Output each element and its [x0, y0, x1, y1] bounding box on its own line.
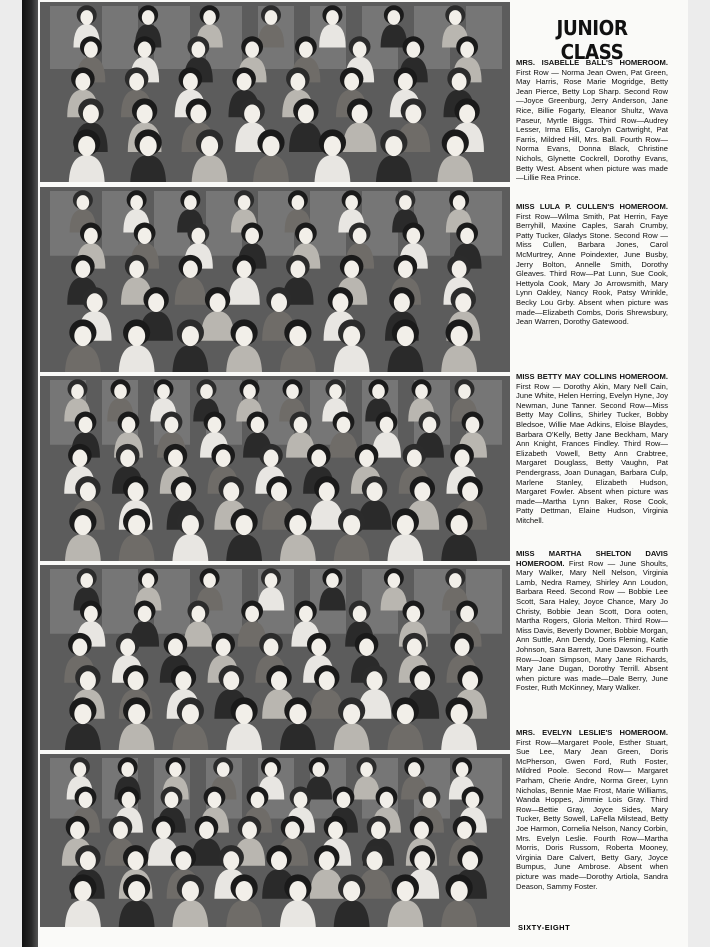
homeroom-roster: First Row — Dorothy Akin, Mary Nell Cain, June White, Helen Herring, Evelyn Hyne, Joy Newman, June Tanner. Second Row—Miss Betty May Collins, Shirley Tucker, Bobby Bledsoe, Willie Mae Adkins, Eloise Blaydes, Barbara O'Kelly, Betty Jane Beckham, Mary Ann Knight, Frances Findley. Third Row—Elizabeth Vowell, Betty Ann Crabtree, Margaret Douglass, Betty Vaughn, Pat Pendergrass, Joan Dunagan, Barbara Culp, Marlene Stanley, Elizabeth Hudson, Margaret Fowler. Absent when picture was made—Martha Lynn Baker, Rose Cook, Patty Dettman, Elaine Hudson, Virginia Mitchell. [516, 381, 668, 525]
homeroom-roster: First Row—Margaret Poole, Esther Stuart, Sue Lee, Mary Jean Green, Doris McPherson, Gwen Ford, Ruth Foster, Mildred Poole. Second Row— Margaret Parham, Cherie Andre, Norma Greer, Lynn Nicholas, Bennie Mae Frost, Marie Williams, Wanda Hoppes, Jimmie Lois Gray. Third Row—Bettie Gray, Joyce Sides, Mary Tucker, Betty Sowell, LaFella Milstead, Betty Joe Harmon, Cornelia Nelson, Nancy Corbin, Mrs. Evelyn Leslie. Fourth Row—Martha Morris, Doris Russom, Roberta Mooney, Virginia Dare Calvert, Betty Gary, Joyce Bumpus, June Ambrose. Absent when picture was made—Dorothy Artiola, Sandra Deason, Sammy Foster. [516, 737, 668, 891]
homeroom-photo-3 [40, 376, 510, 561]
group-photo-art [40, 754, 510, 927]
homeroom-caption [516, 202, 668, 327]
homeroom-teacher: MISS BETTY MAY COLLINS HOMEROOM. [516, 372, 668, 381]
group-photo-art [40, 565, 510, 750]
homeroom-caption [516, 372, 668, 526]
homeroom-roster: First Row — June Shoults, Mary Walker, Mary Nell Nelson, Virginia Lamb, Nedra Ramey, Shirley Ann Loudon, Barbara Reed. Second Row — Bobbie Lee Scott, Sara Haley, Joyce Chance, Mary Jo Christy, Bobbie Jean Scott, Dora ooten, Martha Rogers, Gloria Melton. Third Row—Miss Davis, Beverly Downer, Bobbie Morgan, Ann Suttle, Ann Dendy, Doris Fleming, Katie Johnson, Sara Barrett, June Dawson. Fourth Row—Joan Simpson, Mary Jane Richards, Mary Jane Dugan, Dorothy Terrill. Absent when picture was made—Dale Berry, June Foster, Ruth McKinney, Mary Walker. [516, 558, 668, 693]
page-title: JUNIOR CLASS [556, 16, 628, 64]
homeroom-teacher: MISS LULA P. CULLEN'S HOMEROOM. [516, 202, 668, 211]
page-number: SIXTY-EIGHT [518, 923, 571, 932]
homeroom-caption [516, 549, 668, 693]
group-photo-art [40, 187, 510, 372]
page-binding [22, 0, 38, 947]
homeroom-caption [516, 728, 668, 891]
homeroom-caption [516, 58, 668, 183]
homeroom-photo-4 [40, 565, 510, 750]
homeroom-teacher: MISS MARTHA SHELTON DAVIS HOMEROOM. [516, 549, 668, 568]
text-column [516, 16, 668, 891]
homeroom-photo-2 [40, 187, 510, 372]
homeroom-photo-1 [40, 2, 510, 182]
homeroom-photo-5 [40, 754, 510, 927]
homeroom-roster: First Row — Norma Jean Owen, Pat Green, May Harris, Rose Marie Mogridge, Betty Jean Pierce, Betty Lop Sharp. Second Row—Joyce Greenburg, Jerry Anderson, Jane Rice, Billie Fogarty, Eleanor Shultz, Wava Paseur, Myrtle Biggs. Third Row—Audrey Lesser, Irma Ellis, Carolyn Cartwright, Pat Farris, Mildred Hill, Mrs. Ball. Fourth Row—Norma Evans, Donna Black, Christine Nichols, Glynette Cockrell, Dorothy Evans, Betty West. Absent when picture was made—Lillie Rea Prince. [516, 67, 668, 183]
homeroom-roster: First Row—Wilma Smith, Pat Herrin, Faye Berryhill, Maxine Caples, Sarah Crumby, Patty Tucker, Gladys Stone. Second Row — Miss Cullen, Barbara Jones, Carol McMurtrey, Anne Poindexter, June Busby, Jerry Bolton, Annelle Smith, Dorothy Gleaves. Third Row—Pat Lunn, Sue Cook, Hettyola Cook, Mary Jo Arrowsmith, Mary Lynn Oakley, Nancy Rook, Patsy Wrinkle, Becky Lou Grby. Absent when picture was made—Elizabeth Combs, Doris Shrewsbury, Jean Warren, Dorothy Gatewood. [516, 211, 668, 327]
homeroom-teacher: MRS. ISABELLE BALL'S HOMEROOM. [516, 58, 668, 67]
group-photo-art [40, 376, 510, 561]
homeroom-teacher: MRS. EVELYN LESLIE'S HOMEROOM. [516, 728, 668, 737]
group-photo-art [40, 2, 510, 182]
